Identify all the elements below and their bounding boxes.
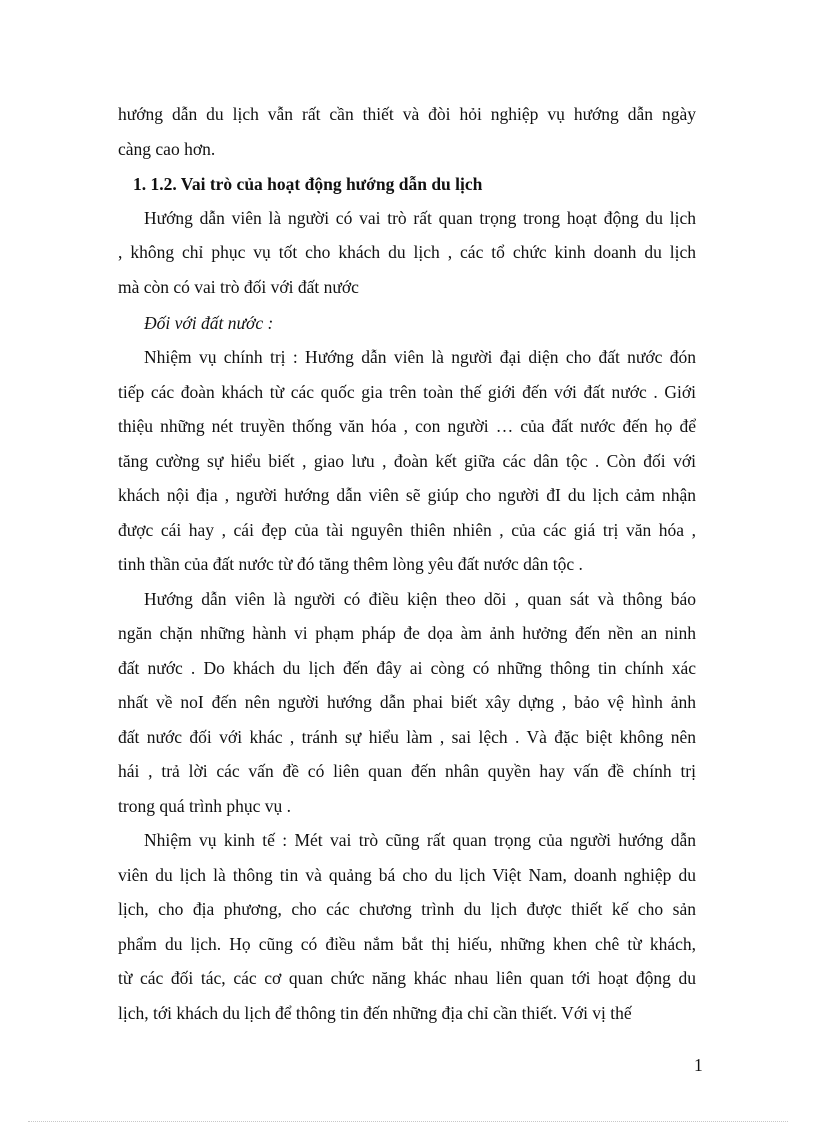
- paragraph-line: đất nước . Do khách du lịch đến đây ai còng có những thông tin chính xác: [118, 658, 696, 678]
- paragraph-line: hái , trả lời các vấn đề có liên quan đến nhân quyền hay vấn đề chính trị: [118, 761, 696, 781]
- paragraph-line: tăng cường sự hiểu biết , giao lưu , đoàn kết giữa các dân tộc . Còn đối với: [118, 451, 696, 471]
- paragraph-line: , không chỉ phục vụ tốt cho khách du lịch , các tổ chức kinh doanh du lịch: [118, 242, 696, 262]
- paragraph-line: nhất về noI đến nên người hướng dẫn phai biết xây dựng , bảo vệ hình ảnh: [118, 692, 696, 712]
- paragraph-line: từ các đối tác, các cơ quan chức năng khác nhau liên quan tới hoạt động du: [118, 968, 696, 988]
- paragraph-line: hướng dẫn du lịch vẫn rất cần thiết và đòi hỏi nghiệp vụ hướng dẫn ngày: [118, 104, 696, 124]
- paragraph-line: khách nội địa , người hướng dẫn viên sẽ giúp cho người đI du lịch cảm nhận: [118, 485, 696, 505]
- paragraph-line: được cái hay , cái đẹp của tài nguyên thiên nhiên , của các giá trị văn hóa ,: [118, 520, 696, 540]
- paragraph-line: Nhiệm vụ chính trị : Hướng dẫn viên là người đại diện cho đất nước đón: [144, 347, 696, 367]
- paragraph-line: tinh thần của đất nước từ đó tăng thêm lòng yêu đất nước dân tộc .: [118, 554, 583, 574]
- paragraph-line: ngăn chặn những hành vi phạm pháp đe dọa àm ảnh hưởng đến nền an ninh: [118, 623, 696, 643]
- paragraph-line: lịch, cho địa phương, cho các chương trình du lịch được thiết kế cho sản: [118, 899, 696, 919]
- paragraph-line: Hướng dẫn viên là người có điều kiện theo dõi , quan sát và thông báo: [144, 589, 696, 609]
- paragraph-line: phẩm du lịch. Họ cũng có điều nắm bắt thị hiếu, những khen chê từ khách,: [118, 934, 696, 954]
- page-number: 1: [694, 1055, 703, 1075]
- paragraph-line: tiếp các đoàn khách từ các quốc gia trên toàn thế giới đến với đất nước . Giới: [118, 382, 696, 402]
- paragraph-line: càng cao hơn.: [118, 139, 216, 159]
- paragraph-line: Nhiệm vụ kinh tế : Mét vai trò cũng rất quan trọng của người hướng dẫn: [144, 830, 696, 850]
- paragraph-line: viên du lịch là thông tin và quảng bá cho du lịch Việt Nam, doanh nghiệp du: [118, 865, 696, 885]
- paragraph-line: thiệu những nét truyền thống văn hóa , con người … của đất nước đến họ để: [118, 416, 696, 436]
- paragraph-line: trong quá trình phục vụ .: [118, 796, 292, 816]
- paragraph-line: mà còn có vai trò đối với đất nước: [118, 277, 359, 297]
- paragraph-line: lịch, tới khách du lịch để thông tin đến những địa chỉ cần thiết. Với vị thế: [118, 1003, 632, 1023]
- paragraph-line: đất nước đối với khác , tránh sự hiểu làm , sai lệch . Và đặc biệt không nên: [118, 727, 696, 747]
- section-heading: 1. 1.2. Vai trò của hoạt động hướng dẫn du lịch: [133, 174, 483, 194]
- subheading: Đối với đất nước :: [144, 313, 274, 333]
- footer-divider: [28, 1121, 788, 1122]
- paragraph-line: Hướng dẫn viên là người có vai trò rất quan trọng trong hoạt động du lịch: [144, 208, 696, 228]
